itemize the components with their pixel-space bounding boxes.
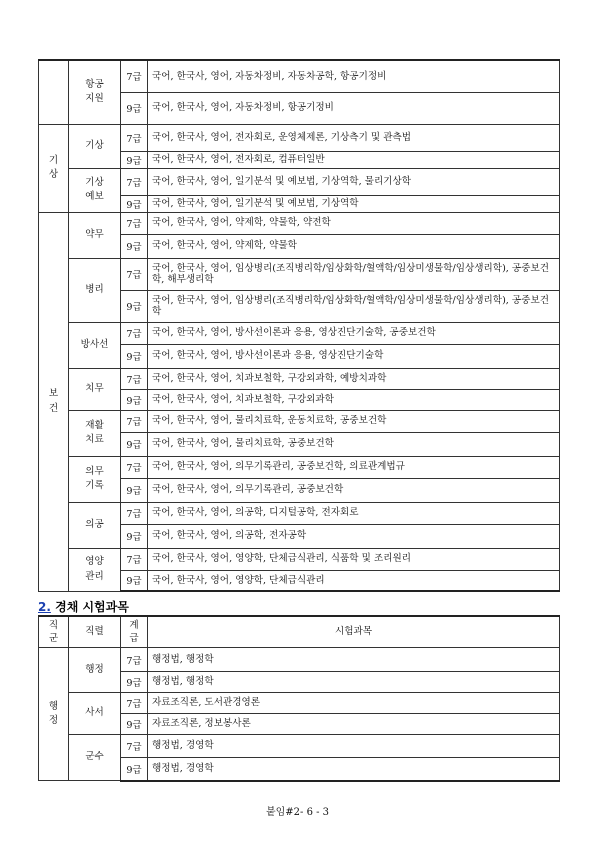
grade-cell: 7급 — [121, 368, 148, 389]
subjects-cell: 국어, 한국사, 영어, 치과보철학, 구강외과학 — [148, 389, 560, 410]
subjects-cell: 국어, 한국사, 영어, 일기분석 및 예보법, 기상역학, 물리기상학 — [148, 168, 560, 195]
grade-cell: 7급 — [121, 648, 148, 672]
subjects-cell: 국어, 한국사, 영어, 약제학, 약물학 — [148, 234, 560, 258]
grade-cell: 9급 — [121, 758, 148, 781]
subjects-cell: 국어, 한국사, 영어, 의무기록관리, 공중보건학 — [148, 478, 560, 502]
series-cell: 방사선 — [69, 322, 121, 368]
subjects-cell: 국어, 한국사, 영어, 자동차정비, 자동차공학, 항공기정비 — [148, 60, 560, 92]
subjects-table-continued — [38, 59, 560, 592]
grade-cell: 7급 — [121, 410, 148, 432]
series-cell: 의무 기록 — [69, 456, 121, 502]
subjects-cell: 국어, 한국사, 영어, 치과보철학, 구강외과학, 예방치과학 — [148, 368, 560, 389]
section-title: 경채 시험과목 — [50, 600, 129, 614]
grade-cell: 9급 — [121, 195, 148, 212]
grade-cell: 9급 — [121, 344, 148, 368]
grade-cell: 7급 — [121, 212, 148, 234]
grade-cell: 9급 — [121, 672, 148, 693]
grade-cell: 9급 — [121, 290, 148, 322]
grade-cell: 9급 — [121, 524, 148, 548]
subjects-cell: 국어, 한국사, 영어, 일기분석 및 예보법, 기상역학 — [148, 195, 560, 212]
subjects-cell: 국어, 한국사, 영어, 물리치료학, 운동치료학, 공중보건학 — [148, 410, 560, 432]
group-cell: 행 정 — [39, 648, 69, 781]
series-cell: 병리 — [69, 258, 121, 322]
subjects-cell: 행정법, 행정학 — [148, 648, 560, 672]
group-cell — [39, 60, 69, 124]
series-cell: 행정 — [69, 648, 121, 693]
series-cell: 약무 — [69, 212, 121, 258]
grade-cell: 7급 — [121, 456, 148, 478]
subjects-cell: 국어, 한국사, 영어, 임상병리(조직병리학/임상화학/혈액학/임상미생물학/임상생리학), 공중보건학 — [148, 290, 560, 322]
subjects-cell: 행정법, 경영학 — [148, 758, 560, 781]
grade-cell: 7급 — [121, 693, 148, 714]
career-exam-subjects-table — [38, 615, 560, 782]
grade-cell: 7급 — [121, 735, 148, 758]
subjects-cell: 국어, 한국사, 영어, 자동차정비, 항공기정비 — [148, 92, 560, 124]
series-cell: 의공 — [69, 502, 121, 548]
series-cell: 치무 — [69, 368, 121, 410]
grade-cell: 7급 — [121, 60, 148, 92]
grade-cell: 9급 — [121, 478, 148, 502]
subjects-cell: 행정법, 경영학 — [148, 735, 560, 758]
header-grade: 계급 — [121, 616, 148, 648]
subjects-cell: 국어, 한국사, 영어, 영양학, 단체급식관리, 식품학 및 조리원리 — [148, 548, 560, 570]
grade-cell: 7급 — [121, 502, 148, 524]
grade-cell: 9급 — [121, 570, 148, 591]
series-cell: 영양 관리 — [69, 548, 121, 591]
section-number: 2. — [38, 600, 51, 614]
subjects-cell: 자료조직론, 도서관경영론 — [148, 693, 560, 714]
subjects-cell: 국어, 한국사, 영어, 방사선이론과 응용, 영상진단기술학, 공중보건학 — [148, 322, 560, 344]
grade-cell: 7급 — [121, 548, 148, 570]
grade-cell: 9급 — [121, 234, 148, 258]
series-cell: 기상 — [69, 124, 121, 168]
subjects-cell: 자료조직론, 정보봉사론 — [148, 714, 560, 735]
page-footer: 붙임#2- 6 - 3 — [265, 807, 330, 818]
grade-cell: 7급 — [121, 168, 148, 195]
group-cell: 보 건 — [39, 212, 69, 591]
group-cell: 기 상 — [39, 124, 69, 212]
grade-cell: 7급 — [121, 322, 148, 344]
subjects-cell: 국어, 한국사, 영어, 영양학, 단체급식관리 — [148, 570, 560, 591]
series-cell: 재활 치료 — [69, 410, 121, 456]
grade-cell: 9급 — [121, 389, 148, 410]
series-cell: 항공 지원 — [69, 60, 121, 124]
grade-cell: 7급 — [121, 124, 148, 151]
grade-cell: 9급 — [121, 714, 148, 735]
header-series: 직렬 — [69, 616, 121, 648]
subjects-cell: 국어, 한국사, 영어, 의무기록관리, 공중보건학, 의료관계법규 — [148, 456, 560, 478]
grade-cell: 7급 — [121, 258, 148, 290]
subjects-cell: 국어, 한국사, 영어, 의공학, 전자공학 — [148, 524, 560, 548]
subjects-cell: 국어, 한국사, 영어, 의공학, 디지털공학, 전자회로 — [148, 502, 560, 524]
subjects-cell: 국어, 한국사, 영어, 임상병리(조직병리학/임상화학/혈액학/임상미생물학/임상생리학), 공중보건학, 해부생리학 — [148, 258, 560, 290]
grade-cell: 9급 — [121, 92, 148, 124]
section-heading — [38, 598, 129, 615]
subjects-cell: 국어, 한국사, 영어, 방사선이론과 응용, 영상진단기술학 — [148, 344, 560, 368]
grade-cell: 9급 — [121, 432, 148, 456]
subjects-cell: 행정법, 행정학 — [148, 672, 560, 693]
subjects-cell: 국어, 한국사, 영어, 물리치료학, 공중보건학 — [148, 432, 560, 456]
series-cell: 군수 — [69, 735, 121, 781]
subjects-cell: 국어, 한국사, 영어, 전자회로, 컴퓨터일반 — [148, 151, 560, 168]
subjects-cell: 국어, 한국사, 영어, 전자회로, 운영체제론, 기상측기 및 관측법 — [148, 124, 560, 151]
series-cell: 기상 예보 — [69, 168, 121, 212]
header-group: 직 군 — [39, 616, 69, 648]
grade-cell: 9급 — [121, 151, 148, 168]
header-subjects: 시험과목 — [148, 616, 560, 648]
subjects-cell: 국어, 한국사, 영어, 약제학, 약물학, 약전학 — [148, 212, 560, 234]
series-cell: 사서 — [69, 693, 121, 735]
